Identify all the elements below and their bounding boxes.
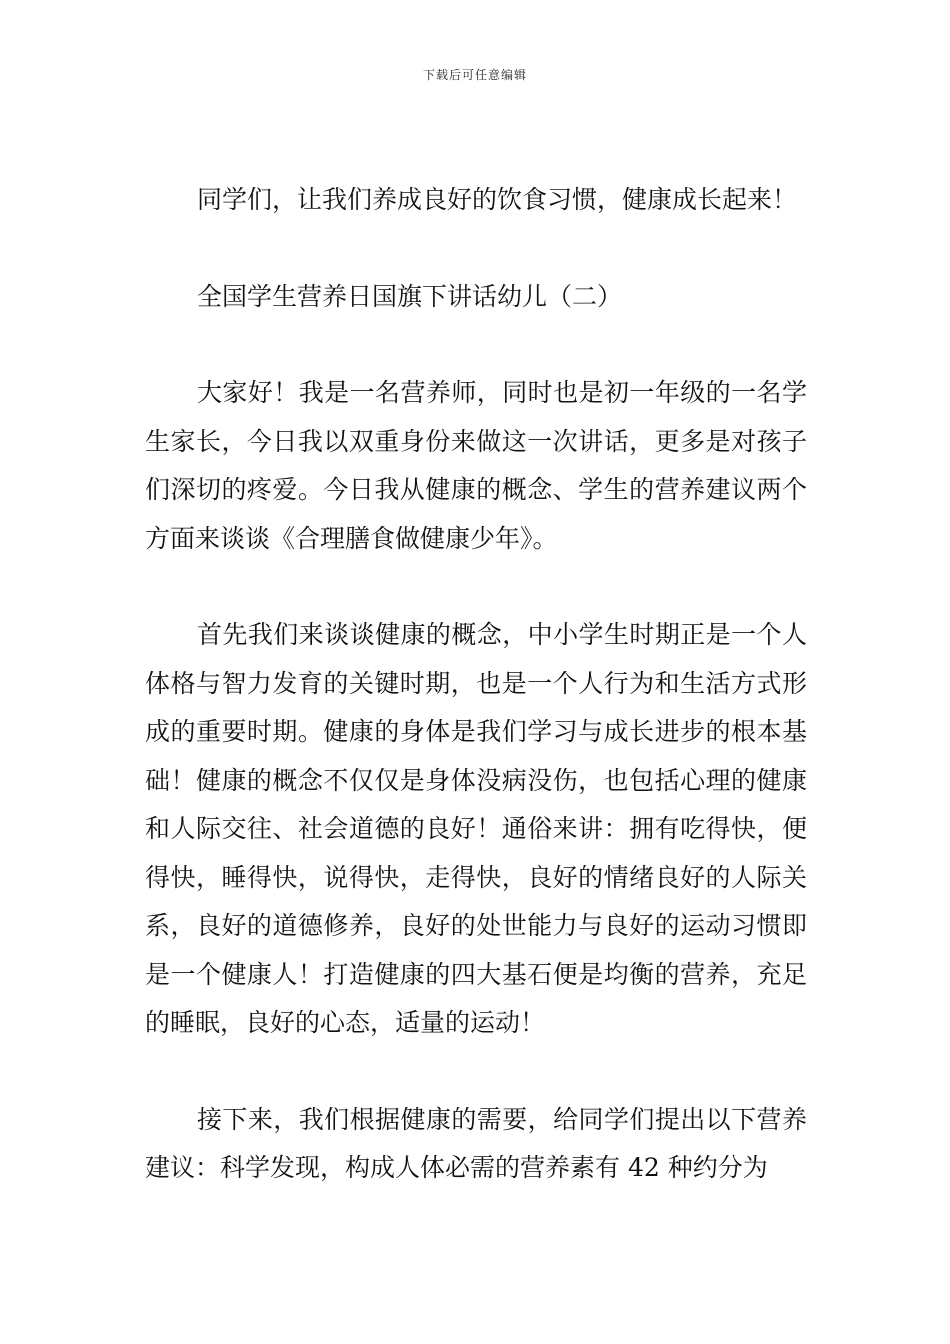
- speech-subtitle: 全国学生营养日国旗下讲话幼儿（二）: [197, 281, 623, 311]
- closing-line: 同学们，让我们养成良好的饮食习惯，健康成长起来！: [197, 185, 798, 214]
- paragraph-nutrition-advice: 接下来，我们根据健康的需要，给同学们提出以下营养建议：科学发现，构成人体必需的营养素有 42 种约分为: [145, 1104, 807, 1182]
- paragraph-health-concept: 首先我们来谈谈健康的概念，中小学生时期正是一个人体格与智力发育的关键时期，也是一个人行为和生活方式形成的重要时期。健康的身体是我们学习与成长进步的根本基础！健康的概念不仅仅是身体没病没伤，也包括心理的健康和人际交往、社会道德的良好！通俗来讲：拥有吃得快，便得快，睡得快，说得快，走得快，良好的情绪良好的人际关系，良好的道德修养，良好的处世能力与良好的运动习惯即是一个健康人！打造健康的四大基石便是均衡的营养，充足的睡眠，良好的心态，适量的运动！: [145, 620, 807, 1037]
- paragraph-greeting: 大家好！我是一名营养师，同时也是初一年级的一名学生家长，今日我以双重身份来做这一次讲话，更多是对孩子们深切的疼爱。今日我从健康的概念、学生的营养建议两个方面来谈谈《合理膳食做健康少年》。: [145, 378, 807, 553]
- document-body: [145, 176, 807, 1193]
- header-note: 下载后可任意编辑: [422, 68, 527, 82]
